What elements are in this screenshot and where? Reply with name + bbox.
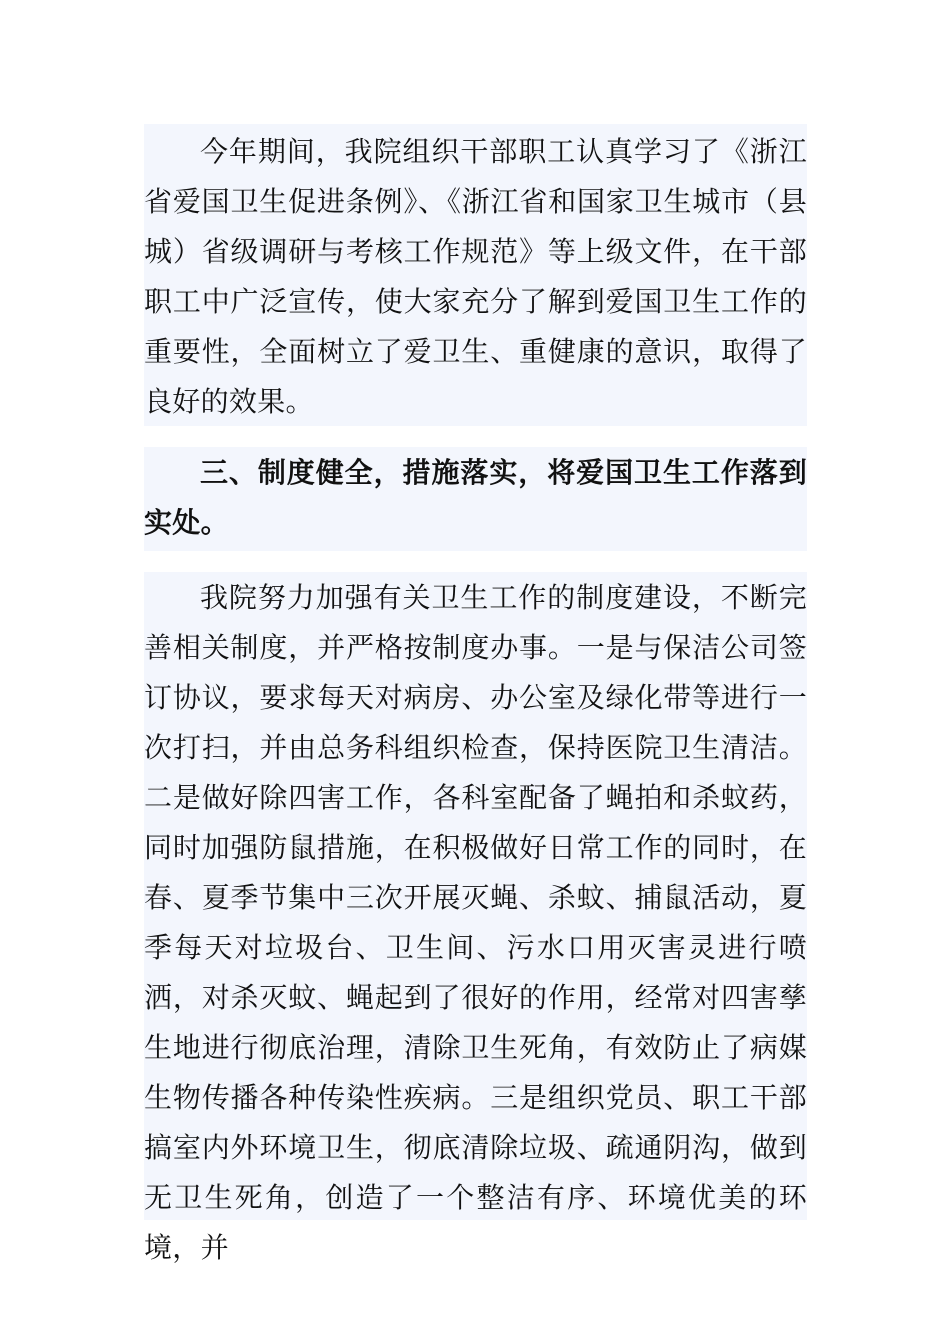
paragraph-block-2 (144, 572, 807, 1264)
section-heading-3: 三、制度健全，措施落实，将爱国卫生工作落到实处。 (144, 456, 807, 539)
body-paragraph-2: 我院努力加强有关卫生工作的制度建设，不断完善相关制度，并严格按制度办事。一是与保洁公司签订协议，要求每天对病房、办公室及绿化带等进行一次打扫，并由总务科组织检查，保持医院卫生清洁。二是做好除四害工作，各科室配备了蝇拍和杀蚊药，同时加强防鼠措施，在积极做好日常工作的同时，在春、夏季节集中三次开展灭蝇、杀蚊、捕鼠活动，夏季每天对垃圾台、卫生间、污水口用灭害灵进行喷洒，对杀灭蚊、蝇起到了很好的作用，经常对四害孳生地进行彻底治理，清除卫生死角，有效防止了病媒生物传播各种传染性疾病。三是组织党员、职工干部搞室内外环境卫生，彻底清除垃圾、疏通阴沟，做到无卫生死角，创造了一个整洁有序、环境优美的环境，并 (144, 581, 807, 1264)
section-heading-block (144, 447, 807, 551)
paragraph-block-1 (144, 124, 807, 426)
body-paragraph-1: 今年期间，我院组织干部职工认真学习了《浙江省爱国卫生促进条例》、《浙江省和国家卫生城市（县城）省级调研与考核工作规范》等上级文件，在干部职工中广泛宣传，使大家充分了解到爱国卫生工作的重要性，全面树立了爱卫生、重健康的意识，取得了良好的效果。 (144, 135, 807, 418)
